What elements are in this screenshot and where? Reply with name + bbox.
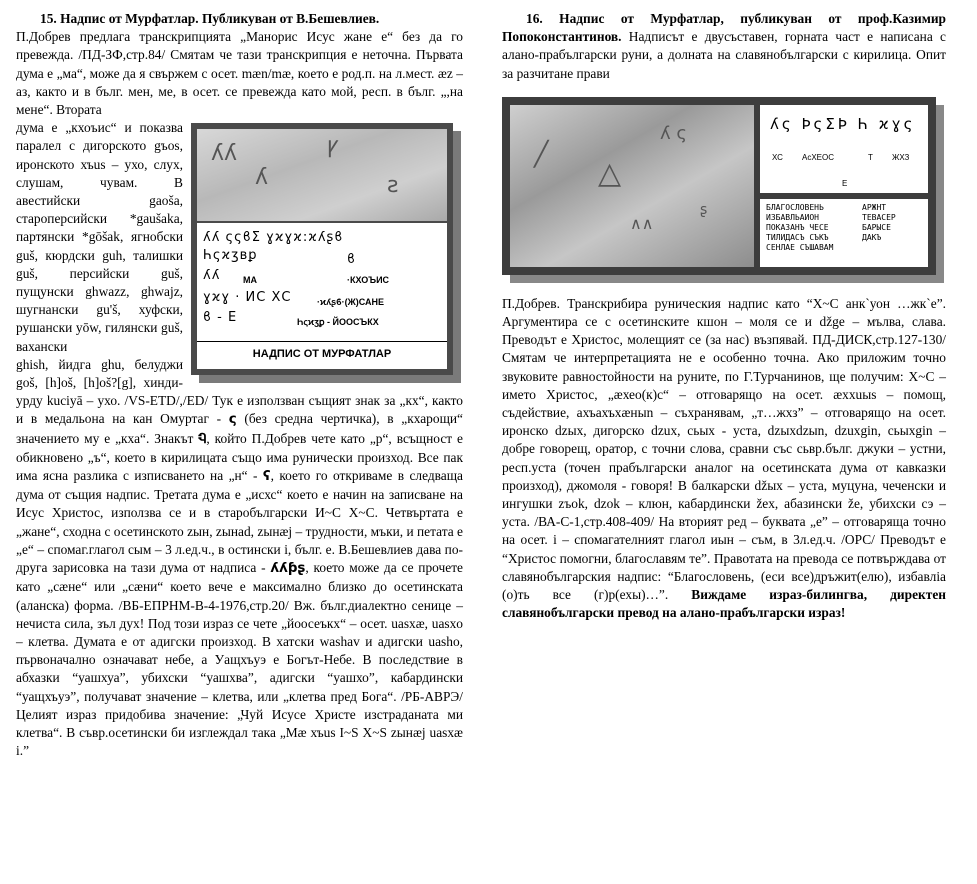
cyrillic-line: БЛАГОСЛОВЕНЬ xyxy=(766,202,824,212)
inscription-drawing xyxy=(197,223,447,369)
article-16-intro: 16. Надпис от Мурфатлар, публикуван от проф.Казимир Попоконстантинов. Надписът е двусъставен, горната част е написана с алано-прабългарски руни, а долната на славянобългарски с кирилица. Опит за разчитане прави xyxy=(502,11,946,81)
rune-value-label: ЖХЗ xyxy=(892,152,910,162)
kh-glyph: ς xyxy=(228,412,237,428)
rune-label: ϐ xyxy=(347,252,356,268)
rune-value-label: Т xyxy=(868,152,873,162)
cyrillic-line: ТЕВАСЕР xyxy=(862,212,896,222)
left-column xyxy=(16,10,463,760)
rune-label: Һςϰʒꝑ - ЙООСЪКХ xyxy=(297,317,379,328)
cyrillic-transcription-box xyxy=(760,199,928,267)
article-16-heading: 16. Надпис от Мурфатлар, публикуван от проф.Казимир Попоконстантинов. xyxy=(502,11,946,45)
rune-value-label: ХС xyxy=(772,152,783,162)
r-glyph: Ꮔ xyxy=(198,431,207,447)
cyrillic-line: ТИЛИДАСЪ СЪКЪ xyxy=(766,232,829,242)
rune-row: ʎʎ xyxy=(203,268,221,284)
right-column xyxy=(502,10,946,622)
rune-label: ·КХОЪИС xyxy=(347,275,390,286)
rune-label: МА xyxy=(243,275,257,286)
stone-rune: ʎ xyxy=(255,165,269,191)
rune-row: ϐ - Е xyxy=(203,310,238,326)
figure-caption: НАДПИС ОТ МУРФАТЛАР xyxy=(197,341,447,363)
rune-transcription-box xyxy=(760,105,928,193)
stone-rune: ƨ xyxy=(387,173,399,199)
stone-rune: ʎʎ xyxy=(211,141,238,167)
article-16-body: П.Добрев. Транскрибира руническия надпис като “Х~С анк`уон …жк`е”. Аргументира се с осетинските кшон – моля се и džge – мълва, слава. Преводът е Христос, молещият се (за нас) възпявай. ПД-ДИСК,стр.127-130/ Смятам че интерпретацията не е особенно точна. Ако приложим точно звуковите равностойности на руните, по Г.Турчанинов, ще получим: Х~С – името Христос, „æхео(к)с“ – отговарящо на осет. æххuыs – помощ, съдействие, ахъахъхæныn – съхранявам, „т…жхз” – отговарящо на осет. иронско dzыx, дигорско dzux, сьых - уста, dzыxdzыn, dzuxgin, сьыxgin – добре говорещ, оратор, с точни слова, сравни със сьвр.бълг. джуки – устни, респ.уста (точен прабългарски аналог на осетинската дума от кавказки произход), джомоля - говоря! В балкарски džыx – уста, муцуна, чеченски и ингушки zъok, dzok – клюн, кабардински žex, абазински že, убихски сэ – уста. /ВА-С-1,стр.408-409/ На вторият ред – буквата „е” – отговаряща точно на осет. i – спомагателният глагол иын – съм, в 3л.ед.ч. /ОРС/ Преводът е “Христос помогни, благославям те”. Правотата на превода се потвърждава от славянобългарския надпис: “Благословень, (еси все)дръжит(елю), избавлiа (о)ть все (г)р(ехы)…”. Виждаме израз-билингва, директен славянобългарски превод на алано-прабългарски израз! xyxy=(502,295,946,621)
cyrillic-line: ПОКАЗАНЪ ЧЕСЕ xyxy=(766,222,829,232)
figure-frame xyxy=(191,123,453,375)
n-glyph: ʕ xyxy=(262,469,271,485)
article-15-heading: 15. Надпис от Мурфатлар. Публикуван от В.Бешевлиев. xyxy=(40,11,380,26)
figure2-frame xyxy=(502,97,936,275)
murfatlar-inscription-figure xyxy=(191,123,463,385)
cyrillic-line: ИЗБАВЛЬАИОН xyxy=(766,212,819,222)
rune-value-label: Е xyxy=(842,178,848,188)
article-15-float-text: дума е „кхоъис“ и показва паралел с дигорското gъos, иронското хъus – ухо, слух, слушам, чувам. В авестийски gaoša, староперсийски *gaušaka, партянски *gōšak, ягнобски guš, кюрдски guh, талишки guš, персийски guš, пущунски ghwazz, ghwajz, шугнански gu'š, хуфски, рушански yōw, гилянски guš, вахански xyxy=(16,120,183,354)
rune-row: Һςϰʒʙꝑ xyxy=(203,248,258,264)
word-glyphs: ʎʎƥʂ xyxy=(270,561,306,577)
wall-photo: ╱ △ ʎ ς ∧∧ ʂ xyxy=(510,105,754,267)
rune-row: ʎʎ ςςϐΣ ɣϰɣϰ:ϰʎʂϐ xyxy=(203,230,344,246)
rune-value-label: АсХЕОС xyxy=(802,152,835,162)
article-16-conclusion: Виждаме израз-билингва, директен славянобългарски превод на алано-прабългарски израз! xyxy=(502,587,946,621)
cyrillic-line: ДАКЪ xyxy=(862,232,882,242)
article-15-body: ghish, йидга ghu, белуджи goš, [h]oš, [h]oš?[g], хинди-урду kuciyā – ухо. /VS-ETD/,/ED/ Тук е използван същият знак за „кх“, както и в медальона на кан Омуртаг - ς (без средна чертичка), в „кхарощи“ значението му е „кха“. Знакът Ꮔ, който П.Добрев чете като „р“, всъщност е обикновено „ъ“, което в кирилицата също има рунически произход. Все пак има ясна разлика с изписването на „н“ - ʕ, което го откриваме в следваща дума от същия надпис. Третата дума е „исхс“ което е начин на записване на Исус Христос, използва се и в старобългарски И~С Х~С. Четвъртата е „жане“, сходна с осетинското zын, zынad, zынæj – трудности, мъки, и петата е „е“ – спомаг.глагол сым – 3 л.ед.ч., в остински i, бълг. е. В.Бешевлиев дава по-друга зарисовка на тази дума от надписа - ʎʎƥʂ, което може да се прочете като „сæне“ или „сæни“ което вече е максимално близко до осетинската (аланска) форма. /ВБ-ЕПРНМ-В-4-1976,стр.20/ Вж. бълг.диалектно сеницe – нечиста сила, зъл дух! Под този израз се чете „йоосеъкх“ – осет. uasxæ, uasxo – клетва. Думата е от адигски произход. В хатски washav и адигски uasho, първоначално означават небе, а Уащхъуэ е Богът-Небе. В последствие в абхазки “уашхуа”, убихски “уашхва”, адигски “уашхо”, кабардински “уащхъуэ”, получават значение – клетва, или „клетва пред Бога“. /РБ-АВРЭ/ Целият израз придобива значение: „Чуй Исусе Христе изстраданата ми клетва“. В съвр.осетински би изглеждал така „Mæ хъus I~S X~S zынæj uasxæ i.” xyxy=(16,356,463,759)
article-15-intro: П.Добрев предлага транскрипцията „Манорис Исус жане е“ без да го превежда. /ПД-ЗФ,стр.84/ Смятам че тази транскрипция е неточна. Първата дума е „ма“, може да я свържем с осет. mæn/mæ, което е род.п. на л.мест. æz – аз, както и в бълг. мен, ме, в осет. се превежда като мой, респ. в бълг. „,на мене“. Втората xyxy=(16,29,463,118)
bilingual-inscription-figure xyxy=(502,97,948,287)
cyrillic-line: СЕНЛАЕ СЪШАВАМ xyxy=(766,242,834,252)
stone-photo xyxy=(197,129,447,221)
stone-rune: ꝩ xyxy=(327,133,339,159)
rune-line: ʎς ϷςΣϷ Һ ϰɣς xyxy=(770,114,916,133)
cyrillic-line: БАРЫСЕ xyxy=(862,222,891,232)
rune-label: ·ϰʎʂϐ·(Ж)САНЕ xyxy=(317,297,384,308)
cyrillic-line: АРЖНТ xyxy=(862,202,887,212)
rune-row: ɣϰɣ · ИС ХС xyxy=(203,290,292,306)
